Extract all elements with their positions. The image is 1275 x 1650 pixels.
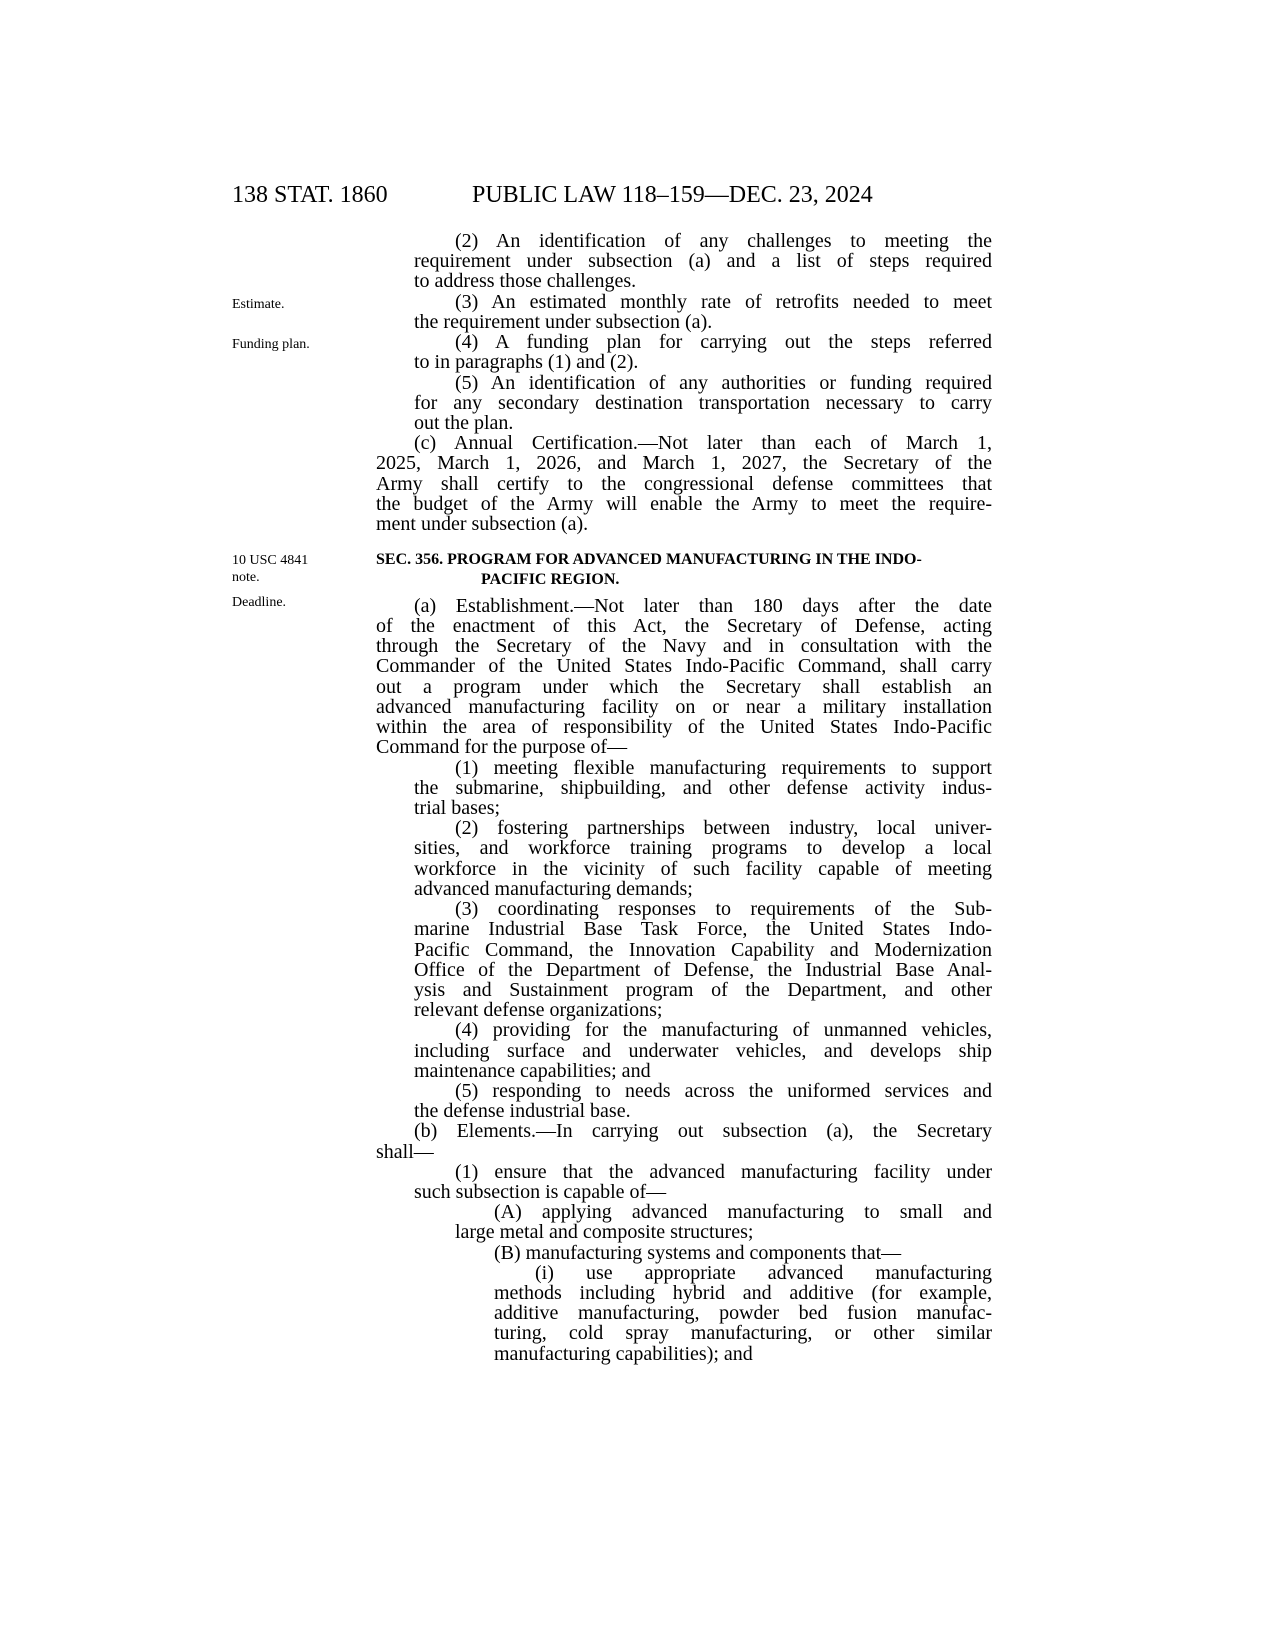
margin-note-usc-line-2: note. xyxy=(232,570,260,585)
text-line: relevant defense organizations; xyxy=(414,999,663,1021)
text-line: ment under subsection (a). xyxy=(376,513,589,535)
text-line: turing, cold spray manufacturing, or other similar xyxy=(494,1323,992,1344)
text-line: trial bases; xyxy=(414,797,501,819)
text-line: the defense industrial base. xyxy=(414,1100,631,1122)
text-line: (4) providing for the manufacturing of unmanned vehicles, xyxy=(455,1020,992,1041)
text-line: (5) An identification of any authorities or funding required xyxy=(455,373,992,394)
text-line: Army shall certify to the congressional defense committees that xyxy=(376,474,992,495)
text-line: manufacturing capabilities); and xyxy=(494,1343,753,1365)
text-line: (i) use appropriate advanced manufacturing xyxy=(535,1263,992,1284)
text-line-establishment: (a) Establishment.—Not later than 180 days after the date xyxy=(414,596,992,617)
text-line: to address those challenges. xyxy=(414,270,637,292)
text-line: ysis and Sustainment program of the Department, and other xyxy=(414,980,992,1001)
text-line: (2) An identification of any challenges to meeting the xyxy=(455,231,992,252)
text-line: (3) coordinating responses to requirements of the Sub- xyxy=(455,899,992,920)
text-line: methods including hybrid and additive (for example, xyxy=(494,1283,992,1304)
text-line: the budget of the Army will enable the Army to meet the require- xyxy=(376,494,992,515)
text-line-annual-certification: (c) Annual Certification.—Not later than each of March 1, xyxy=(414,433,992,454)
text-line: (A) applying advanced manufacturing to small and xyxy=(494,1202,992,1223)
text-line: to in paragraphs (1) and (2). xyxy=(414,351,639,373)
text-line: of the enactment of this Act, the Secretary of Defense, acting xyxy=(376,616,992,637)
public-law-title: PUBLIC LAW 118–159—DEC. 23, 2024 xyxy=(472,182,873,208)
text-line: within the area of responsibility of the United States Indo-Pacific xyxy=(376,717,992,738)
margin-note-funding-plan: Funding plan. xyxy=(232,337,310,352)
text-line: advanced manufacturing demands; xyxy=(414,878,693,900)
text-line: such subsection is capable of— xyxy=(414,1181,667,1203)
text-line: Pacific Command, the Innovation Capability and Modernization xyxy=(414,940,992,961)
section-heading-line-2: PACIFIC REGION. xyxy=(481,571,620,588)
text-line: Office of the Department of Defense, the Industrial Base Anal- xyxy=(414,960,992,981)
section-heading-line-1: SEC. 356. PROGRAM FOR ADVANCED MANUFACTURING IN THE INDO- xyxy=(376,551,922,568)
text-line: advanced manufacturing facility on or near a military installation xyxy=(376,697,992,718)
text-line: sities, and workforce training programs to develop a local xyxy=(414,838,992,859)
margin-note-deadline: Deadline. xyxy=(232,595,287,610)
text-line: 2025, March 1, 2026, and March 1, 2027, the Secretary of the xyxy=(376,453,992,474)
margin-note-usc-line-1: 10 USC 4841 xyxy=(232,553,309,568)
margin-note-estimate: Estimate. xyxy=(232,297,285,312)
text-line: (4) A funding plan for carrying out the steps referred xyxy=(455,332,992,353)
text-line: maintenance capabilities; and xyxy=(414,1060,651,1082)
text-line: workforce in the vicinity of such facility capable of meeting xyxy=(414,859,992,880)
margin-note-usc xyxy=(232,552,362,586)
text-line: Commander of the United States Indo-Pacific Command, shall carry xyxy=(376,656,992,677)
text-line: (5) responding to needs across the uniformed services and xyxy=(455,1081,992,1102)
text-line: (1) meeting flexible manufacturing requirements to support xyxy=(455,758,992,779)
text-line-elements: (b) Elements.—In carrying out subsection (a), the Secretary xyxy=(414,1121,992,1142)
text-line: Command for the purpose of— xyxy=(376,736,628,758)
statute-page-number: 138 STAT. 1860 xyxy=(232,182,388,208)
text-line: out the plan. xyxy=(414,412,514,434)
text-line: additive manufacturing, powder bed fusion manufac- xyxy=(494,1303,992,1324)
text-line: marine Industrial Base Task Force, the United States Indo- xyxy=(414,919,992,940)
text-line: requirement under subsection (a) and a list of steps required xyxy=(414,251,992,272)
text-line: through the Secretary of the Navy and in consultation with the xyxy=(376,636,992,657)
text-line: out a program under which the Secretary shall establish an xyxy=(376,677,992,698)
text-line: (3) An estimated monthly rate of retrofits needed to meet xyxy=(455,292,992,313)
text-line: (B) manufacturing systems and components that— xyxy=(494,1242,902,1264)
text-line: including surface and underwater vehicles, and develops ship xyxy=(414,1041,992,1062)
text-line: (2) fostering partnerships between industry, local univer- xyxy=(455,818,992,839)
text-line: for any secondary destination transportation necessary to carry xyxy=(414,393,992,414)
text-line: shall— xyxy=(376,1141,434,1163)
text-line: large metal and composite structures; xyxy=(455,1221,754,1243)
page-header xyxy=(0,182,1275,218)
text-line: the submarine, shipbuilding, and other defense activity indus- xyxy=(414,778,992,799)
text-line: the requirement under subsection (a). xyxy=(414,311,713,333)
text-line: (1) ensure that the advanced manufacturing facility under xyxy=(455,1162,992,1183)
